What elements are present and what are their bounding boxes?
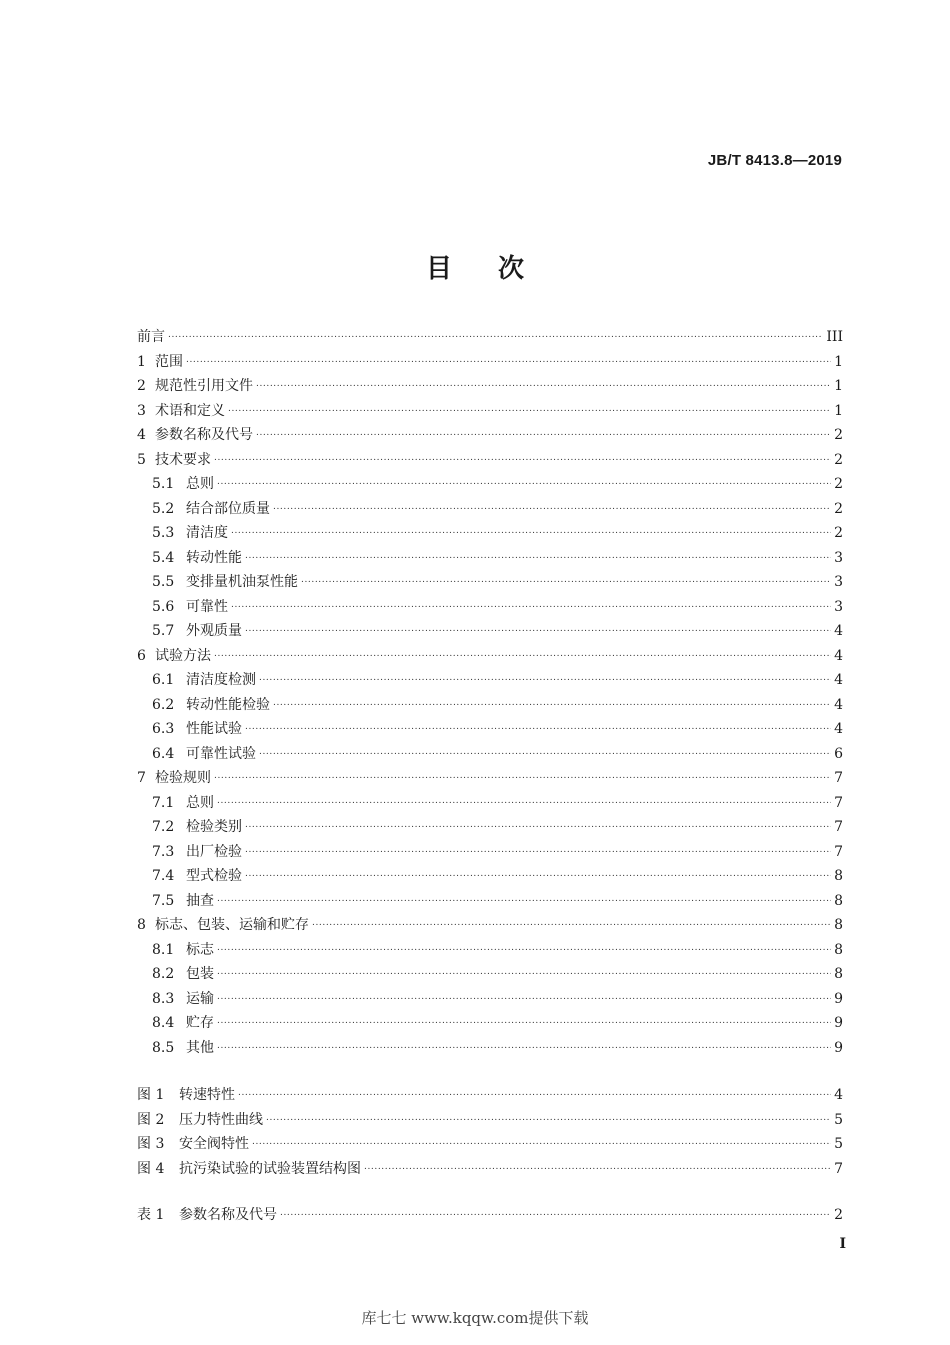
dot-leader bbox=[217, 891, 831, 905]
standard-number: JB/T 8413.8—2019 bbox=[707, 152, 842, 169]
table-entry-page: 2 bbox=[834, 1207, 843, 1223]
table-entry[interactable] bbox=[137, 1204, 843, 1229]
table-of-contents bbox=[137, 326, 843, 1061]
toc-entry-page: 1 bbox=[834, 378, 843, 394]
toc-entry-title: 检验类别 bbox=[186, 819, 242, 835]
toc-entry-page: 4 bbox=[834, 623, 843, 639]
toc-entry[interactable] bbox=[137, 473, 843, 498]
toc-entry-title: 技术要求 bbox=[155, 451, 211, 468]
dot-leader bbox=[217, 964, 831, 978]
toc-entry-title: 术语和定义 bbox=[155, 402, 225, 419]
toc-entry-title: 总则 bbox=[186, 794, 214, 811]
dot-leader bbox=[301, 572, 831, 586]
figure-entry-page: 4 bbox=[834, 1087, 843, 1103]
toc-entry-number: 1 bbox=[137, 353, 146, 370]
toc-entry-number: 6.4 bbox=[152, 745, 175, 762]
dot-leader bbox=[228, 401, 831, 415]
toc-entry-number: 8.4 bbox=[152, 1015, 175, 1031]
page-number: I bbox=[839, 1236, 846, 1252]
figure-entry-title: 压力特性曲线 bbox=[179, 1111, 263, 1128]
dot-leader bbox=[256, 376, 831, 390]
toc-entry[interactable] bbox=[137, 1037, 843, 1062]
toc-entry-page: 1 bbox=[834, 353, 843, 370]
toc-entry-page: 2 bbox=[834, 476, 843, 492]
toc-entry-title: 性能试验 bbox=[186, 721, 242, 737]
toc-entry-title: 范围 bbox=[155, 353, 183, 370]
toc-entry-page: 3 bbox=[834, 549, 843, 566]
toc-entry-number: 6.1 bbox=[152, 672, 175, 688]
figure-entry[interactable] bbox=[137, 1158, 843, 1183]
dot-leader bbox=[217, 989, 831, 1003]
toc-entry-title: 结合部位质量 bbox=[186, 500, 270, 517]
toc-entry-page: 2 bbox=[834, 525, 843, 541]
dot-leader bbox=[214, 450, 831, 464]
toc-entry-page: 7 bbox=[834, 794, 843, 811]
dot-leader bbox=[217, 474, 831, 488]
dot-leader bbox=[280, 1205, 831, 1219]
dot-leader bbox=[245, 817, 831, 831]
toc-entry[interactable] bbox=[137, 914, 843, 939]
title-char-2: 次 bbox=[498, 254, 525, 284]
toc-entry-page: 2 bbox=[834, 500, 843, 517]
dot-leader bbox=[259, 744, 831, 758]
dot-leader bbox=[217, 940, 831, 954]
toc-entry[interactable] bbox=[137, 645, 843, 670]
figure-entry-title: 抗污染试验的试验装置结构图 bbox=[179, 1160, 361, 1177]
toc-entry[interactable] bbox=[137, 326, 843, 351]
dot-leader bbox=[273, 499, 831, 513]
toc-entry[interactable] bbox=[137, 400, 843, 425]
toc-entry-title: 出厂检验 bbox=[186, 843, 242, 860]
toc-entry-number: 5.5 bbox=[152, 574, 175, 590]
toc-entry[interactable] bbox=[137, 718, 843, 743]
toc-entry[interactable] bbox=[137, 669, 843, 694]
toc-entry[interactable] bbox=[137, 988, 843, 1013]
toc-entry-title: 抽查 bbox=[186, 892, 214, 909]
toc-entry-title: 外观质量 bbox=[186, 623, 242, 639]
figure-entry[interactable] bbox=[137, 1133, 843, 1158]
toc-entry-title: 清洁度检测 bbox=[186, 672, 256, 688]
toc-entry-number: 5 bbox=[137, 451, 146, 468]
toc-entry[interactable] bbox=[137, 694, 843, 719]
toc-entry-title: 贮存 bbox=[186, 1015, 214, 1031]
toc-entry-title: 检验规则 bbox=[155, 770, 211, 786]
dot-leader bbox=[214, 646, 831, 660]
toc-entry-page: 8 bbox=[834, 966, 843, 982]
toc-entry-title: 总则 bbox=[186, 476, 214, 492]
toc-entry[interactable] bbox=[137, 596, 843, 621]
dot-leader bbox=[238, 1085, 831, 1099]
toc-entry-page: 4 bbox=[834, 672, 843, 688]
toc-entry-number: 8.1 bbox=[152, 941, 175, 958]
dot-leader bbox=[214, 768, 831, 782]
toc-entry-title: 标志 bbox=[186, 941, 214, 958]
toc-entry-title: 清洁度 bbox=[186, 525, 228, 541]
toc-entry-title: 前言 bbox=[137, 329, 165, 345]
toc-entry-page: 2 bbox=[834, 451, 843, 468]
toc-entry-title: 试验方法 bbox=[155, 647, 211, 664]
toc-entry[interactable] bbox=[137, 816, 843, 841]
dot-leader bbox=[364, 1159, 831, 1173]
toc-entry-number: 5.3 bbox=[152, 525, 175, 541]
list-of-figures bbox=[137, 1084, 843, 1182]
dot-leader bbox=[245, 842, 831, 856]
toc-entry-page: 7 bbox=[834, 819, 843, 835]
toc-entry-number: 6 bbox=[137, 647, 146, 664]
dot-leader bbox=[312, 915, 831, 929]
figure-entry-title: 转速特性 bbox=[179, 1087, 235, 1103]
toc-entry-page: 9 bbox=[834, 990, 843, 1007]
dot-leader bbox=[273, 695, 831, 709]
toc-entry-number: 7.2 bbox=[152, 819, 175, 835]
dot-leader bbox=[217, 1013, 831, 1027]
toc-entry-number: 5.4 bbox=[152, 549, 175, 566]
toc-entry-number: 7.4 bbox=[152, 868, 175, 884]
toc-entry-title: 规范性引用文件 bbox=[155, 378, 253, 394]
toc-entry-title: 转动性能 bbox=[186, 549, 242, 566]
toc-entry-number: 7.1 bbox=[152, 794, 175, 811]
toc-entry-page: 8 bbox=[834, 892, 843, 909]
toc-entry[interactable] bbox=[137, 351, 843, 376]
table-entry-number: 表 1 bbox=[137, 1207, 165, 1223]
toc-entry-number: 6.3 bbox=[152, 721, 175, 737]
toc-entry-title: 其他 bbox=[186, 1039, 214, 1056]
toc-entry-number: 3 bbox=[137, 402, 146, 419]
toc-entry-title: 参数名称及代号 bbox=[155, 427, 253, 443]
toc-entry-number: 7 bbox=[137, 770, 146, 786]
figure-entry-number: 图 3 bbox=[137, 1136, 165, 1152]
toc-entry-title: 可靠性试验 bbox=[186, 745, 256, 762]
download-footer: 库七七 www.kqqw.com提供下载 bbox=[361, 1309, 589, 1327]
dot-leader bbox=[256, 425, 831, 439]
toc-entry-page: 9 bbox=[834, 1039, 843, 1056]
figure-entry-number: 图 1 bbox=[137, 1087, 165, 1103]
dot-leader bbox=[245, 621, 831, 635]
dot-leader bbox=[259, 670, 831, 684]
toc-entry[interactable] bbox=[137, 424, 843, 449]
toc-entry-number: 5.7 bbox=[152, 623, 175, 639]
dot-leader bbox=[245, 719, 831, 733]
dot-leader bbox=[231, 597, 831, 611]
table-entry-title: 参数名称及代号 bbox=[179, 1207, 277, 1223]
toc-entry[interactable] bbox=[137, 890, 843, 915]
toc-entry-number: 8.3 bbox=[152, 990, 175, 1007]
toc-entry[interactable] bbox=[137, 620, 843, 645]
toc-entry[interactable] bbox=[137, 939, 843, 964]
toc-entry-number: 8.5 bbox=[152, 1039, 175, 1056]
toc-entry[interactable] bbox=[137, 1012, 843, 1037]
toc-entry-title: 运输 bbox=[186, 990, 214, 1007]
dot-leader bbox=[252, 1134, 831, 1148]
toc-entry-page: 4 bbox=[834, 696, 843, 713]
toc-entry-page: 4 bbox=[834, 647, 843, 664]
toc-entry-page: 7 bbox=[834, 843, 843, 860]
toc-entry-page: III bbox=[826, 329, 843, 345]
toc-entry[interactable] bbox=[137, 743, 843, 768]
toc-entry-page: 4 bbox=[834, 721, 843, 737]
toc-entry-number: 4 bbox=[137, 427, 146, 443]
figure-entry-number: 图 4 bbox=[137, 1160, 165, 1177]
toc-entry[interactable] bbox=[137, 522, 843, 547]
toc-entry[interactable] bbox=[137, 841, 843, 866]
dot-leader bbox=[245, 548, 831, 562]
figure-entry[interactable] bbox=[137, 1109, 843, 1134]
toc-entry-title: 型式检验 bbox=[186, 868, 242, 884]
figure-entry[interactable] bbox=[137, 1084, 843, 1109]
toc-entry[interactable] bbox=[137, 375, 843, 400]
toc-entry-number: 8.2 bbox=[152, 966, 175, 982]
figure-entry-page: 5 bbox=[834, 1111, 843, 1128]
figure-entry-number: 图 2 bbox=[137, 1111, 165, 1128]
list-of-tables bbox=[137, 1204, 843, 1229]
toc-entry-number: 7.5 bbox=[152, 892, 175, 909]
toc-entry-page: 8 bbox=[834, 917, 843, 933]
toc-entry-number: 2 bbox=[137, 378, 146, 394]
dot-leader bbox=[217, 793, 831, 807]
toc-entry-page: 9 bbox=[834, 1015, 843, 1031]
figure-entry-title: 安全阀特性 bbox=[179, 1136, 249, 1152]
toc-entry-number: 5.6 bbox=[152, 598, 175, 615]
page-title bbox=[0, 248, 950, 285]
toc-entry-title: 标志、包装、运输和贮存 bbox=[155, 917, 309, 933]
toc-entry-page: 6 bbox=[834, 745, 843, 762]
dot-leader bbox=[245, 866, 831, 880]
dot-leader bbox=[217, 1038, 831, 1052]
toc-entry-title: 转动性能检验 bbox=[186, 696, 270, 713]
toc-entry-title: 变排量机油泵性能 bbox=[186, 574, 298, 590]
toc-entry-page: 3 bbox=[834, 574, 843, 590]
toc-entry[interactable] bbox=[137, 865, 843, 890]
toc-entry[interactable] bbox=[137, 963, 843, 988]
toc-entry-page: 1 bbox=[834, 402, 843, 419]
toc-entry-title: 包装 bbox=[186, 966, 214, 982]
figure-entry-page: 7 bbox=[834, 1160, 843, 1177]
toc-entry-number: 8 bbox=[137, 917, 146, 933]
toc-entry-number: 5.1 bbox=[152, 476, 175, 492]
toc-entry-page: 3 bbox=[834, 598, 843, 615]
toc-entry[interactable] bbox=[137, 792, 843, 817]
title-char-1: 目 bbox=[425, 254, 452, 284]
toc-entry[interactable] bbox=[137, 547, 843, 572]
toc-entry-title: 可靠性 bbox=[186, 598, 228, 615]
dot-leader bbox=[186, 352, 831, 366]
toc-entry[interactable] bbox=[137, 449, 843, 474]
toc-entry-page: 7 bbox=[834, 770, 843, 786]
toc-entry[interactable] bbox=[137, 498, 843, 523]
toc-entry-page: 2 bbox=[834, 427, 843, 443]
dot-leader bbox=[231, 523, 831, 537]
toc-entry-number: 5.2 bbox=[152, 500, 175, 517]
toc-entry[interactable] bbox=[137, 767, 843, 792]
toc-entry-page: 8 bbox=[834, 941, 843, 958]
toc-entry-page: 8 bbox=[834, 868, 843, 884]
figure-entry-page: 5 bbox=[834, 1136, 843, 1152]
dot-leader bbox=[266, 1110, 831, 1124]
toc-entry-number: 7.3 bbox=[152, 843, 175, 860]
toc-entry-number: 6.2 bbox=[152, 696, 175, 713]
toc-entry[interactable] bbox=[137, 571, 843, 596]
dot-leader bbox=[168, 327, 823, 341]
